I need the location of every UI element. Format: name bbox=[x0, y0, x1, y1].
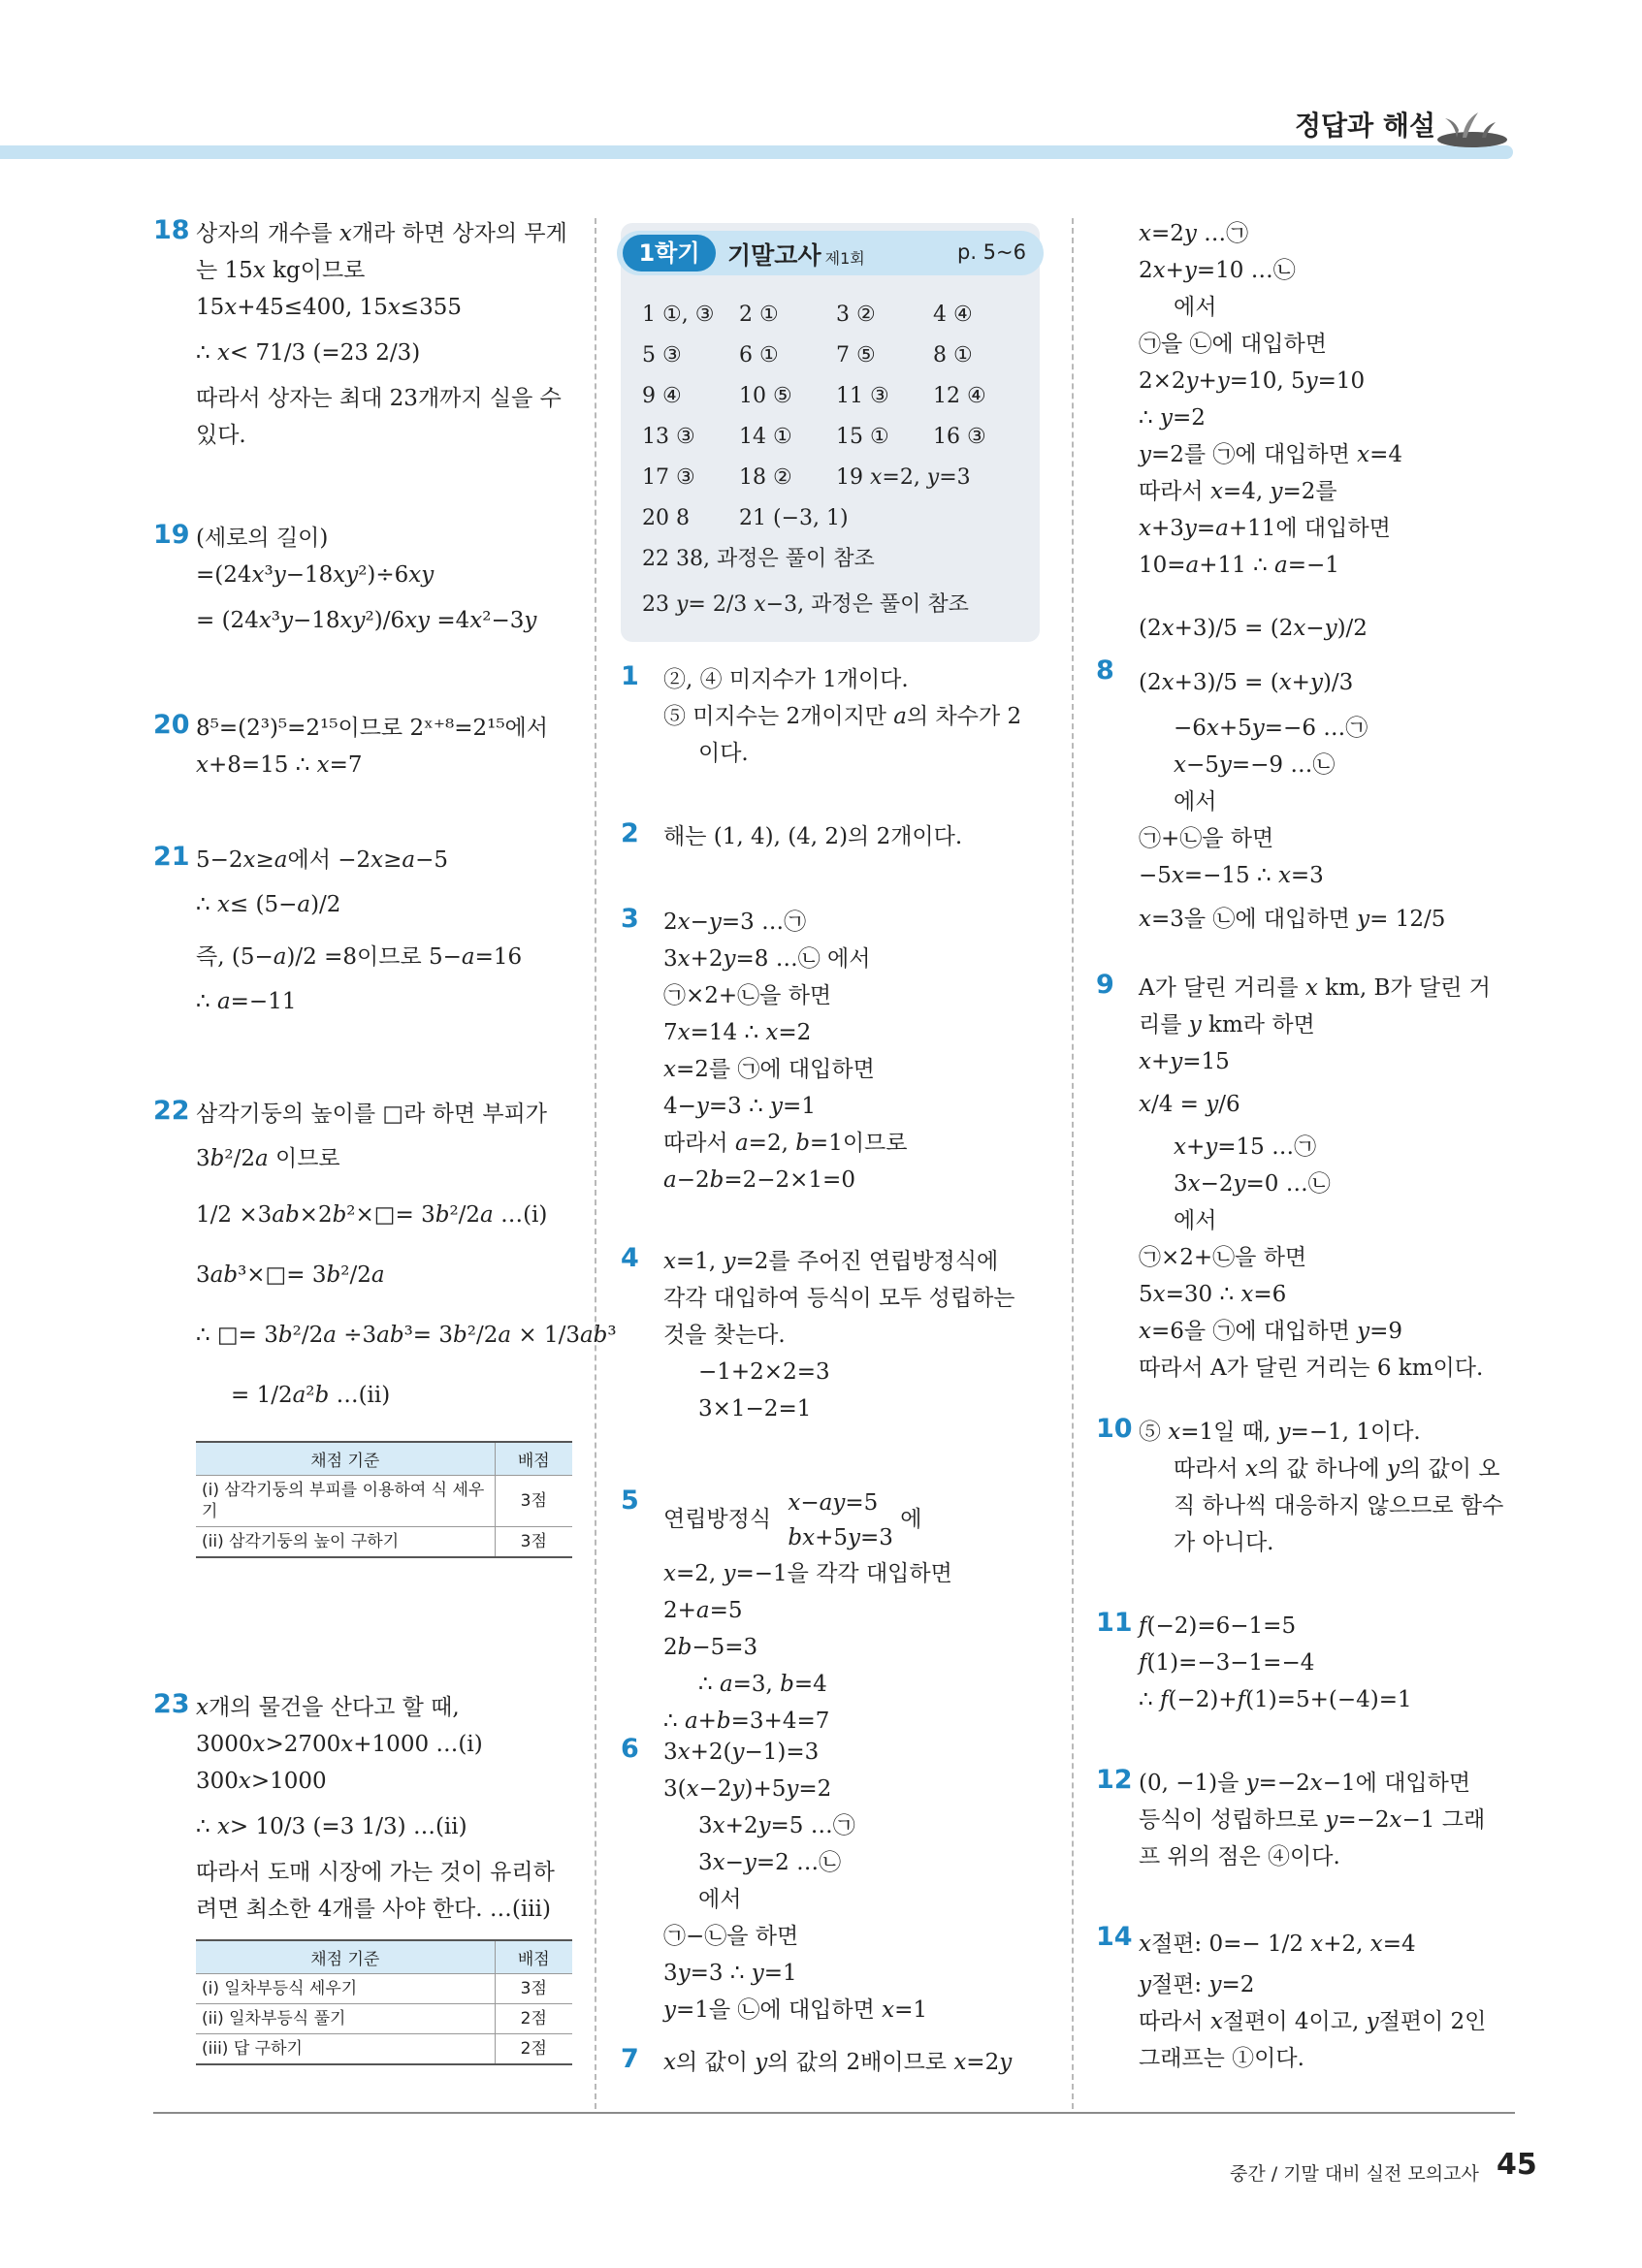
table-row bbox=[196, 1475, 572, 1526]
problem-4 bbox=[621, 1243, 1047, 1427]
problem-number: 4 bbox=[621, 1243, 639, 1273]
page-ref: p. 5~6 bbox=[957, 240, 1026, 264]
text-line: 𝑦=1을 ㉡에 대입하면 𝑥=1 bbox=[663, 1997, 928, 2023]
equation: 𝑏𝑥+5𝑦=3 bbox=[788, 1525, 893, 1550]
answer-item: 12 ④ bbox=[933, 384, 986, 408]
answer-key-header bbox=[617, 231, 1044, 275]
answer-row bbox=[642, 458, 1030, 498]
text-line: (세로의 길이) bbox=[196, 526, 329, 551]
text-line: ∴ 𝑥> 10/3 (=3 1/3) …(ii) bbox=[196, 1814, 467, 1839]
problem-6 bbox=[621, 1734, 1047, 2028]
problem-23 bbox=[153, 1689, 572, 2065]
exam-title bbox=[727, 237, 865, 272]
text-line: 𝑥의 값이 𝑦의 값의 2배이므로 𝑥=2𝑦 bbox=[663, 2050, 1013, 2075]
text-line: 15𝑥+45≤400, 15𝑥≤355 bbox=[196, 295, 462, 320]
problem-number: 6 bbox=[621, 1734, 639, 1764]
text-line: 등식이 성립하므로 𝑦=−2𝑥−1 그래 bbox=[1139, 1807, 1486, 1833]
text-line: 5𝑥=30 ∴ 𝑥=6 bbox=[1139, 1282, 1287, 1307]
text-line: 리를 𝑦 km라 하면 bbox=[1139, 1012, 1315, 1038]
text-line: 𝑦=2를 ㉠에 대입하면 𝑥=4 bbox=[1139, 442, 1403, 467]
problem-number: 23 bbox=[153, 1689, 190, 1719]
text-line: 3𝑎𝑏³×□= 3𝑏²/2𝑎 bbox=[196, 1262, 385, 1288]
column-divider-2 bbox=[1072, 218, 1074, 2109]
scoring-table bbox=[196, 1939, 572, 2065]
text-line: 이다. bbox=[698, 741, 749, 766]
text-line: 2+𝑎=5 bbox=[663, 1598, 743, 1623]
text-line: −1+2×2=3 bbox=[698, 1359, 830, 1385]
text-span: 연립방정식 bbox=[663, 1507, 772, 1532]
text-line: 에서 bbox=[1174, 789, 1217, 815]
answer-item: 3 ② bbox=[836, 303, 876, 327]
problem-number: 14 bbox=[1096, 1922, 1133, 1952]
footer-book-title: 중간 / 기말 대비 실전 모의고사 bbox=[1230, 2163, 1479, 2185]
answer-item: 13 ③ bbox=[642, 425, 695, 449]
problem-number: 20 bbox=[153, 710, 190, 740]
text-line: 300𝑥>1000 bbox=[196, 1769, 327, 1794]
text-line: 3×1−2=1 bbox=[698, 1396, 812, 1421]
page-number: 45 bbox=[1497, 2148, 1537, 2182]
table-row bbox=[196, 2033, 572, 2064]
text-line: 에서 bbox=[698, 1887, 742, 1912]
problem-14 bbox=[1096, 1922, 1515, 2077]
text-line: ㉠+㉡을 하면 bbox=[1139, 826, 1274, 851]
text-line: 𝑥+3𝑦=𝑎+11에 대입하면 bbox=[1139, 516, 1391, 541]
text-line: ⑤ 𝑥=1일 때, 𝑦=−1, 1이다. bbox=[1139, 1420, 1421, 1445]
text-line: 3𝑥+2𝑦=5 …㉠ bbox=[698, 1813, 855, 1838]
answer-item: 17 ③ bbox=[642, 465, 695, 490]
answer-row bbox=[642, 417, 1030, 458]
text-line: 3(𝑥−2𝑦)+5𝑦=2 bbox=[663, 1776, 832, 1802]
problem-2 bbox=[621, 818, 1047, 855]
text-line: ㉠−㉡을 하면 bbox=[663, 1924, 799, 1949]
text-line: 𝑥+𝑦=15 bbox=[1139, 1049, 1230, 1074]
text-line: 2𝑥+𝑦=10 …㉡ bbox=[1139, 258, 1296, 283]
problem-18 bbox=[153, 215, 572, 454]
equation-system bbox=[788, 1485, 893, 1555]
answer-item: 18 ② bbox=[739, 465, 792, 490]
text-line: ∴ 𝑎+𝑏=3+4=7 bbox=[663, 1709, 830, 1734]
text-line: 𝑓(1)=−3−1=−4 bbox=[1139, 1650, 1315, 1676]
problem-3 bbox=[621, 904, 1047, 1198]
problem-number: 19 bbox=[153, 520, 190, 550]
text-line: = 1/2𝑎²𝑏 …(ii) bbox=[231, 1383, 391, 1408]
problem-number: 7 bbox=[621, 2044, 639, 2074]
text-line: 3𝑏²/2𝑎 이므로 bbox=[196, 1146, 340, 1171]
text-line: −6𝑥+5𝑦=−6 …㉠ bbox=[1174, 716, 1368, 741]
text-line: 𝑥개의 물건을 산다고 할 때, bbox=[196, 1695, 460, 1720]
answer-row bbox=[642, 335, 1030, 376]
table-cell: 3점 bbox=[495, 1973, 572, 2003]
answer-item: 7 ⑤ bbox=[836, 343, 876, 367]
text-line: 3𝑥+2𝑦=8 …㉡ 에서 bbox=[663, 946, 871, 972]
problem-21 bbox=[153, 842, 572, 1020]
text-line: ㉠×2+㉡을 하면 bbox=[1139, 1245, 1307, 1270]
text-line: 𝑓(−2)=6−1=5 bbox=[1139, 1613, 1297, 1639]
answer-row bbox=[642, 376, 1030, 417]
answer-item: 19 𝑥=2, 𝑦=3 bbox=[836, 465, 971, 490]
table-header: 배점 bbox=[495, 1442, 572, 1475]
text-line: 즉, (5−𝑎)/2 =8이므로 5−𝑎=16 bbox=[196, 944, 523, 970]
problem-number: 12 bbox=[1096, 1765, 1133, 1795]
table-row bbox=[196, 1973, 572, 2003]
problem-number: 22 bbox=[153, 1096, 190, 1126]
problem-number: 8 bbox=[1096, 655, 1114, 686]
text-line: 따라서 𝑥절편이 4이고, 𝑦절편이 2인 bbox=[1139, 2009, 1487, 2034]
text-line: ∴ 𝑦=2 bbox=[1139, 405, 1206, 431]
text-line bbox=[663, 1485, 1047, 1555]
answer-item: 8 ① bbox=[933, 343, 973, 367]
text-line: 2𝑏−5=3 bbox=[663, 1635, 758, 1660]
problem-19 bbox=[153, 520, 572, 648]
text-line: 5−2𝑥≥𝑎에서 −2𝑥≥𝑎−5 bbox=[196, 847, 449, 873]
problem-number: 1 bbox=[621, 661, 639, 691]
answer-key-box bbox=[621, 223, 1040, 642]
text-line: 려면 최소한 4개를 사야 한다. …(iii) bbox=[196, 1897, 551, 1922]
text-line: 𝑥+8=15 ∴ 𝑥=7 bbox=[196, 752, 363, 778]
problem-7 bbox=[621, 2044, 1047, 2081]
text-line: 따라서 상자는 최대 23개까지 실을 수 bbox=[196, 386, 562, 411]
answer-item: 11 ③ bbox=[836, 384, 889, 408]
text-line: 𝑥−5𝑦=−9 …㉡ bbox=[1174, 752, 1336, 778]
text-line: 𝑥=6을 ㉠에 대입하면 𝑦=9 bbox=[1139, 1319, 1403, 1344]
problem-12 bbox=[1096, 1765, 1515, 1875]
text-line: 따라서 𝑥=4, 𝑦=2를 bbox=[1139, 479, 1337, 504]
text-line: ⑤ 미지수는 2개이지만 𝑎의 차수가 2 bbox=[663, 704, 1022, 729]
text-line: 에서 bbox=[1174, 295, 1217, 320]
table-row bbox=[196, 1526, 572, 1557]
exam-title-text: 기말고사 bbox=[727, 241, 821, 270]
table-cell: 2점 bbox=[495, 2003, 572, 2033]
text-line: 𝑥=2, 𝑦=−1을 각각 대입하면 bbox=[663, 1561, 952, 1586]
text-span: 에 bbox=[900, 1507, 922, 1532]
answer-item: 4 ④ bbox=[933, 303, 973, 327]
table-cell: (i) 삼각기둥의 부피를 이용하여 식 세우기 bbox=[196, 1475, 495, 1526]
text-line: 에서 bbox=[1174, 1208, 1217, 1233]
exam-round: 제1회 bbox=[824, 249, 865, 268]
text-line: −5𝑥=−15 ∴ 𝑥=3 bbox=[1139, 863, 1324, 888]
text-line: ∴ □= 3𝑏²/2𝑎 ÷3𝑎𝑏³= 3𝑏²/2𝑎 × 1/3𝑎𝑏³ bbox=[196, 1323, 617, 1348]
text-line: 1/2 ×3𝑎𝑏×2𝑏²×□= 3𝑏²/2𝑎 …(i) bbox=[196, 1202, 548, 1228]
text-line: 𝑦절편: 𝑦=2 bbox=[1139, 1972, 1255, 1997]
problem-20 bbox=[153, 710, 572, 783]
table-cell: 3점 bbox=[495, 1475, 572, 1526]
table-header: 배점 bbox=[495, 1940, 572, 1973]
answer-item: 10 ⑤ bbox=[739, 384, 792, 408]
text-line: 3000𝑥>2700𝑥+1000 …(i) bbox=[196, 1732, 483, 1757]
problem-number: 2 bbox=[621, 818, 639, 848]
answer-item: 22 38, 과정은 풀이 참조 bbox=[642, 547, 875, 571]
table-cell: (iii) 답 구하기 bbox=[196, 2033, 495, 2064]
text-line: 3𝑥+2(𝑦−1)=3 bbox=[663, 1740, 820, 1765]
sprout-icon bbox=[1433, 101, 1509, 147]
section-title: 정답과 해설 bbox=[1295, 110, 1435, 142]
answer-item: 21 (−3, 1) bbox=[739, 506, 849, 530]
text-line: 3𝑥−𝑦=2 …㉡ bbox=[698, 1850, 842, 1875]
text-line: 3𝑥−2𝑦=0 …㉡ bbox=[1174, 1171, 1331, 1197]
text-line: 𝑥=1, 𝑦=2를 주어진 연립방정식에 bbox=[663, 1249, 999, 1274]
answer-item: 6 ① bbox=[739, 343, 779, 367]
text-line: 따라서 도매 시장에 가는 것이 유리하 bbox=[196, 1860, 555, 1885]
answer-item: 2 ① bbox=[739, 303, 779, 327]
problem-number: 3 bbox=[621, 904, 639, 934]
text-line: (2𝑥+3)/5 = (2𝑥−𝑦)/2 bbox=[1139, 616, 1368, 641]
semester-tag: 1학기 bbox=[623, 235, 716, 272]
text-line: 𝑥절편: 0=− 1/2 𝑥+2, 𝑥=4 bbox=[1139, 1932, 1416, 1957]
problem-8 bbox=[1096, 601, 1515, 944]
equation: 𝑥−𝑎𝑦=5 bbox=[788, 1490, 879, 1516]
text-line: ㉠을 ㉡에 대입하면 bbox=[1139, 332, 1327, 357]
text-line: 삼각기둥의 높이를 □라 하면 부피가 bbox=[196, 1102, 548, 1127]
text-line: 가 아니다. bbox=[1174, 1530, 1274, 1555]
table-header: 채점 기준 bbox=[196, 1940, 495, 1973]
text-line: 𝑥=3을 ㉡에 대입하면 𝑦= 12/5 bbox=[1139, 907, 1446, 932]
text-line: 따라서 𝑥의 값 하나에 𝑦의 값이 오 bbox=[1174, 1456, 1500, 1482]
table-cell: (ii) 일차부등식 풀기 bbox=[196, 2003, 495, 2033]
table-header: 채점 기준 bbox=[196, 1442, 495, 1475]
answer-item: 20 8 bbox=[642, 506, 690, 530]
answer-item: 14 ① bbox=[739, 425, 792, 449]
answer-item: 9 ④ bbox=[642, 384, 682, 408]
text-line: (2𝑥+3)/5 = (𝑥+𝑦)/3 bbox=[1139, 670, 1354, 695]
problem-1 bbox=[621, 661, 1047, 772]
text-line: 따라서 A가 달린 거리는 6 km이다. bbox=[1139, 1356, 1484, 1381]
problem-number: 10 bbox=[1096, 1414, 1133, 1444]
text-line: (0, −1)을 𝑦=−2𝑥−1에 대입하면 bbox=[1139, 1771, 1471, 1796]
text-line: 것을 찾는다. bbox=[663, 1323, 786, 1348]
problem-number: 18 bbox=[153, 215, 190, 245]
footer-rule bbox=[153, 2112, 1515, 2114]
problem-22 bbox=[153, 1096, 617, 1558]
table-cell: (i) 일차부등식 세우기 bbox=[196, 1973, 495, 2003]
text-line: 상자의 개수를 𝑥개라 하면 상자의 무게 bbox=[196, 221, 567, 246]
table-cell: 3점 bbox=[495, 1526, 572, 1557]
answer-item: 15 ① bbox=[836, 425, 889, 449]
text-line: 그래프는 ①이다. bbox=[1139, 2046, 1304, 2071]
problem-10 bbox=[1096, 1414, 1515, 1561]
text-line: 10=𝑎+11 ∴ 𝑎=−1 bbox=[1139, 553, 1339, 578]
answer-row bbox=[642, 498, 1030, 539]
text-line: 3𝑦=3 ∴ 𝑦=1 bbox=[663, 1961, 797, 1986]
problem-7-continued bbox=[1096, 215, 1515, 584]
answer-item: 1 ①, ③ bbox=[642, 303, 715, 327]
problem-number: 9 bbox=[1096, 970, 1114, 1000]
text-line: = (24𝑥³𝑦−18𝑥𝑦²)/6𝑥𝑦 =4𝑥²−3𝑦 bbox=[196, 608, 537, 633]
text-line: 2×2𝑦+𝑦=10, 5𝑦=10 bbox=[1139, 368, 1366, 394]
problem-5 bbox=[621, 1485, 1047, 1740]
text-line: ②, ④ 미지수가 1개이다. bbox=[663, 667, 909, 692]
text-line: 8⁵=(2³)⁵=2¹⁵이므로 2ˣ⁺⁸=2¹⁵에서 bbox=[196, 716, 548, 741]
answer-row bbox=[642, 580, 1030, 630]
table-cell: (ii) 삼각기둥의 높이 구하기 bbox=[196, 1526, 495, 1557]
scoring-table bbox=[196, 1441, 572, 1558]
answer-item: 23 𝑦= 2/3 𝑥−3, 과정은 풀이 참조 bbox=[642, 592, 969, 617]
text-line: 𝑥=2를 ㉠에 대입하면 bbox=[663, 1057, 875, 1082]
answer-row bbox=[642, 539, 1030, 580]
text-line: 7𝑥=14 ∴ 𝑥=2 bbox=[663, 1020, 812, 1045]
text-line: 각각 대입하여 등식이 모두 성립하는 bbox=[663, 1286, 1015, 1311]
answer-row bbox=[642, 295, 1030, 335]
text-line: 따라서 𝑎=2, 𝑏=1이므로 bbox=[663, 1131, 908, 1156]
text-line: 4−𝑦=3 ∴ 𝑦=1 bbox=[663, 1094, 816, 1119]
text-line: 𝑥+𝑦=15 …㉠ bbox=[1174, 1134, 1317, 1160]
text-line: ∴ 𝑥≤ (5−𝑎)/2 bbox=[196, 892, 341, 917]
text-line: 해는 (1, 4), (4, 2)의 2개이다. bbox=[663, 824, 963, 849]
text-line: 있다. bbox=[196, 423, 246, 448]
table-cell: 2점 bbox=[495, 2033, 572, 2064]
text-line: 𝑥=2𝑦 …㉠ bbox=[1139, 221, 1249, 246]
text-line: ∴ 𝑎=3, 𝑏=4 bbox=[698, 1672, 827, 1697]
problem-number: 21 bbox=[153, 842, 190, 872]
text-line: ∴ 𝑎=−11 bbox=[196, 989, 297, 1014]
text-line: 프 위의 점은 ④이다. bbox=[1139, 1844, 1340, 1869]
text-line: 는 15𝑥 kg이므로 bbox=[196, 258, 366, 283]
text-line: ∴ 𝑥< 71/3 (=23 2/3) bbox=[196, 340, 421, 366]
problem-number: 11 bbox=[1096, 1608, 1133, 1638]
answer-item: 16 ③ bbox=[933, 425, 986, 449]
table-row bbox=[196, 2003, 572, 2033]
column-divider-1 bbox=[595, 218, 596, 2109]
problem-9 bbox=[1096, 970, 1515, 1387]
answer-item: 5 ③ bbox=[642, 343, 682, 367]
text-line: ㉠×2+㉡을 하면 bbox=[663, 983, 832, 1008]
answer-grid bbox=[642, 295, 1030, 630]
text-line: 𝑎−2𝑏=2−2×1=0 bbox=[663, 1167, 855, 1193]
problem-number: 5 bbox=[621, 1485, 639, 1516]
text-line: =(24𝑥³𝑦−18𝑥𝑦²)÷6𝑥𝑦 bbox=[196, 562, 435, 588]
problem-11 bbox=[1096, 1608, 1515, 1718]
text-line: 2𝑥−𝑦=3 …㉠ bbox=[663, 910, 807, 935]
text-line: A가 달린 거리를 𝑥 km, B가 달린 거 bbox=[1139, 975, 1491, 1001]
header-band bbox=[0, 145, 1513, 159]
text-line: ∴ 𝑓(−2)+𝑓(1)=5+(−4)=1 bbox=[1139, 1687, 1412, 1712]
text-line: 𝑥/4 = 𝑦/6 bbox=[1139, 1092, 1240, 1117]
text-line: 직 하나씩 대응하지 않으므로 함수 bbox=[1174, 1493, 1504, 1518]
